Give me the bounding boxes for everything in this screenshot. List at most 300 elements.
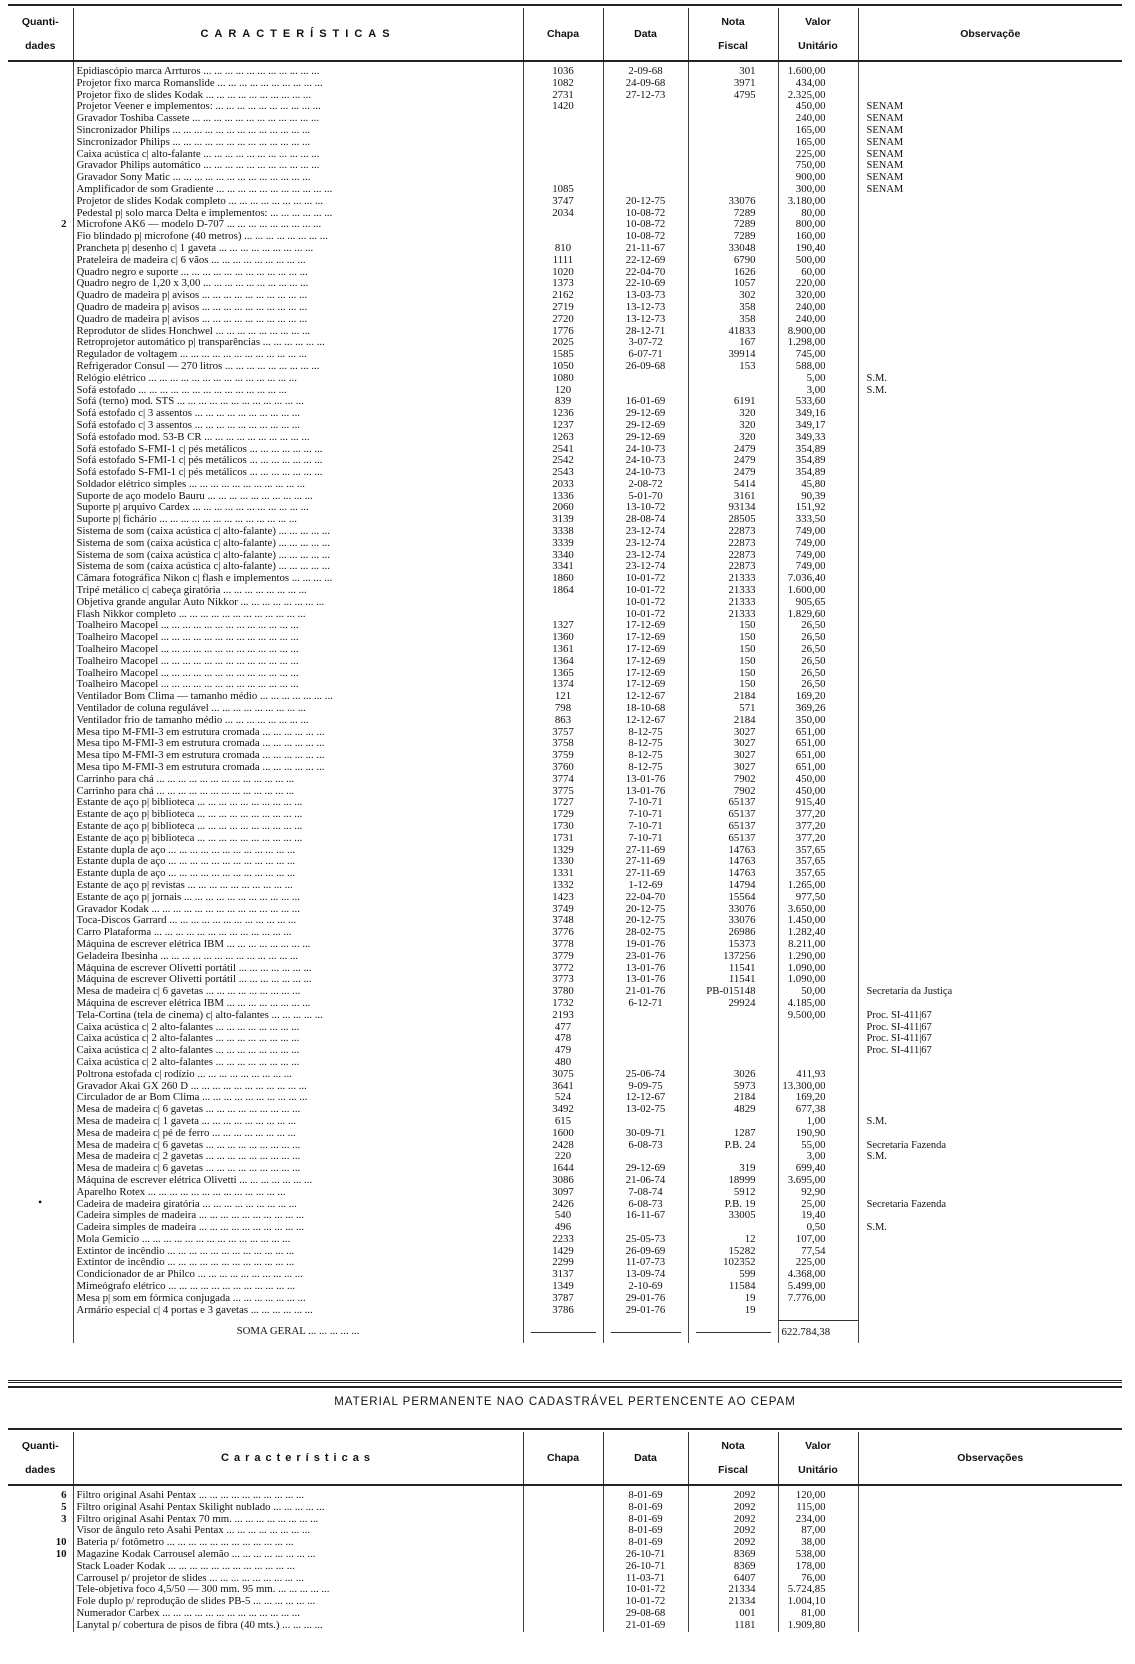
date-cell: 13-12-73 (603, 302, 688, 314)
plate-cell: 3772 (523, 963, 603, 975)
plate-cell: 3748 (523, 915, 603, 927)
notes-cell (858, 1104, 1122, 1116)
date-cell (603, 125, 688, 137)
description-cell: Reprodutor de slides Honchwel ... ... ... ... ... ... ... ... ... (73, 326, 523, 338)
notes-header: Observaçõe (858, 8, 1122, 61)
plate-cell: 863 (523, 715, 603, 727)
table-row (8, 561, 1122, 573)
value-cell: 26,50 (778, 656, 858, 668)
description-cell: Regulador de voltagem ... ... ... ... ... ... ... ... ... ... ... ... (73, 349, 523, 361)
date-cell: 29-12-69 (603, 420, 688, 432)
value-cell: 377,20 (778, 821, 858, 833)
invoice-cell (688, 160, 778, 172)
table-row (8, 231, 1122, 243)
plate-cell: 2426 (523, 1199, 603, 1211)
description-cell: Máquina de escrever Olivetti portátil ... ... ... ... ... ... ... (73, 974, 523, 986)
table-row (8, 267, 1122, 279)
plate-cell: 2060 (523, 502, 603, 514)
plate-cell: 1429 (523, 1246, 603, 1258)
plate-cell: 2731 (523, 90, 603, 102)
table-row (8, 78, 1122, 90)
date-cell: 28-12-71 (603, 326, 688, 338)
notes-cell: SENAM (858, 101, 1122, 113)
description-cell: Projetor fixo de slides Kodak ... ... ... ... ... ... ... ... ... ... (73, 90, 523, 102)
qty-cell (8, 101, 73, 113)
description-cell: Mesa tipo M-FMI-3 em estrutura cromada ... ... ... ... ... ... (73, 750, 523, 762)
value-cell: 1.298,00 (778, 337, 858, 349)
value-cell: 90,39 (778, 491, 858, 503)
date-cell (603, 160, 688, 172)
description-cell: Mesa de madeira c| 2 gavetas ... ... ... ... ... ... ... ... ... (73, 1151, 523, 1163)
description-cell: Estante dupla de aço ... ... ... ... ... ... ... ... ... ... ... ... (73, 856, 523, 868)
value-cell: 81,00 (778, 1608, 858, 1620)
description-cell: Numerador Carbex ... ... ... ... ... ... ... ... ... ... ... ... ... (73, 1608, 523, 1620)
date-cell: 17-12-69 (603, 644, 688, 656)
date-cell: 25-05-73 (603, 1234, 688, 1246)
qty-cell (8, 1057, 73, 1069)
invoice-cell (688, 1116, 778, 1128)
date-cell: 10-01-72 (603, 609, 688, 621)
table-row (8, 526, 1122, 538)
notes-cell (858, 278, 1122, 290)
notes-cell (858, 66, 1122, 78)
table-row (8, 538, 1122, 550)
date-cell: 2-08-72 (603, 479, 688, 491)
plate-cell: 3749 (523, 904, 603, 916)
date-cell: 29-12-69 (603, 432, 688, 444)
description-cell: Visor de ângulo reto Asahi Pentax ... ... ... ... ... ... ... ... (73, 1525, 523, 1537)
qty-cell (8, 1128, 73, 1140)
value-cell: 349,33 (778, 432, 858, 444)
notes-cell: SENAM (858, 125, 1122, 137)
invoice-cell: 1626 (688, 267, 778, 279)
notes-cell (858, 797, 1122, 809)
invoice-cell: 22873 (688, 526, 778, 538)
table-row (8, 963, 1122, 975)
plate-cell (523, 597, 603, 609)
value-cell: 369,26 (778, 703, 858, 715)
description-cell: Mimeógrafo elétrico ... ... ... ... ... ... ... ... ... ... ... ... (73, 1281, 523, 1293)
notes-cell (858, 762, 1122, 774)
description-cell: Fio blindado p| microfone (40 metros) ... ... ... ... ... ... ... ... (73, 231, 523, 243)
invoice-cell (688, 1222, 778, 1234)
notes-cell (858, 620, 1122, 632)
qty-cell (8, 691, 73, 703)
description-cell: Projetor de slides Kodak completo ... ... ... ... ... ... ... ... ... (73, 196, 523, 208)
value-cell: 220,00 (778, 278, 858, 290)
description-cell: Sincronizador Philips ... ... ... ... ... ... ... ... ... ... ... ... ... (73, 125, 523, 137)
invoice-cell: 7902 (688, 786, 778, 798)
plate-cell (523, 1514, 603, 1526)
invoice-cell: 33076 (688, 915, 778, 927)
description-cell: Mesa de madeira c| 6 gavetas ... ... ... ... ... ... ... ... ... (73, 1163, 523, 1175)
description-cell: Caixa acústica c| alto-falante ... ... ... ... ... ... ... ... ... ... ... (73, 149, 523, 161)
value-cell: 13.300,00 (778, 1081, 858, 1093)
invoice-cell: 33076 (688, 904, 778, 916)
date-cell: 13-01-76 (603, 963, 688, 975)
qty-cell (8, 479, 73, 491)
qty-cell (8, 632, 73, 644)
table-row (8, 90, 1122, 102)
invoice-cell: 33076 (688, 196, 778, 208)
invoice-cell: 93134 (688, 502, 778, 514)
notes-cell (858, 1281, 1122, 1293)
invoice-cell: 3161 (688, 491, 778, 503)
date-cell: 13-01-76 (603, 774, 688, 786)
date-cell (603, 1116, 688, 1128)
plate-cell: 1020 (523, 267, 603, 279)
plate-cell: 1349 (523, 1281, 603, 1293)
value-cell: 1.909,80 (778, 1620, 858, 1632)
description-cell: Mesa de madeira c| 1 gaveta ... ... ... ... ... ... ... ... ... (73, 1116, 523, 1128)
table-row (8, 951, 1122, 963)
table-row (8, 998, 1122, 1010)
table-row (8, 845, 1122, 857)
invoice-cell: 4829 (688, 1104, 778, 1116)
table-row (8, 915, 1122, 927)
description-cell: Relógio elétrico ... ... ... ... ... ... ... ... ... ... ... ... ... ... (73, 373, 523, 385)
invoice-cell: 15373 (688, 939, 778, 951)
description-cell: Carrousel p/ projetor de slides ... ... ... ... ... ... ... ... ... (73, 1573, 523, 1585)
date-cell: 21-11-67 (603, 243, 688, 255)
description-cell: Sistema de som (caixa acústica c| alto-falante) ... ... ... ... ... (73, 526, 523, 538)
plate-cell: 3774 (523, 774, 603, 786)
invoice-cell: 6407 (688, 1573, 778, 1585)
table-row (8, 679, 1122, 691)
notes-cell (858, 538, 1122, 550)
qty-cell (8, 432, 73, 444)
qty-cell (8, 125, 73, 137)
description-cell: Tripé metálico c| cabeça giratória ... ... ... ... ... ... ... ... (73, 585, 523, 597)
invoice-cell: 12 (688, 1234, 778, 1246)
notes-cell (858, 1537, 1122, 1549)
value-cell (778, 1057, 858, 1069)
description-cell: Aparelho Rotex ... ... ... ... ... ... ... ... ... ... ... ... ... (73, 1187, 523, 1199)
invoice-cell: 2092 (688, 1502, 778, 1514)
value-cell: 8.211,00 (778, 939, 858, 951)
description-cell: Lanytal p/ cobertura de pisos de fibra (40 mts.) ... ... ... ... (73, 1620, 523, 1632)
description-cell: Epidiascópio marca Arrturos ... ... ... ... ... ... ... ... ... ... ... (73, 66, 523, 78)
table-row (8, 974, 1122, 986)
invoice-cell: 4795 (688, 90, 778, 102)
description-cell: Quadro de madeira p| avisos ... ... ... ... ... ... ... ... ... ... (73, 290, 523, 302)
table-row (8, 856, 1122, 868)
date-cell: 19-01-76 (603, 939, 688, 951)
invoice-cell: 2092 (688, 1537, 778, 1549)
description-cell: Geladeira Ibesinha ... ... ... ... ... ... ... ... ... ... ... ... ... (73, 951, 523, 963)
qty-cell (8, 467, 73, 479)
table-row (8, 1033, 1122, 1045)
date-cell: 21-01-69 (603, 1620, 688, 1632)
table-row (8, 137, 1122, 149)
description-cell: Sistema de som (caixa acústica c| alto-falante) ... ... ... ... ... (73, 561, 523, 573)
date-cell: 10-08-72 (603, 231, 688, 243)
section-divider-2 (8, 1386, 1122, 1388)
notes-cell (858, 1175, 1122, 1187)
value-cell: 350,00 (778, 715, 858, 727)
date-cell: 29-01-76 (603, 1305, 688, 1317)
description-cell: Caixa acústica c| 2 alto-falantes ... ... ... ... ... ... ... ... (73, 1045, 523, 1057)
value-cell: 905,65 (778, 597, 858, 609)
description-cell: Máquina de escrever elétrica Olivetti ... ... ... ... ... ... ... (73, 1175, 523, 1187)
notes-cell (858, 314, 1122, 326)
value-cell: 538,00 (778, 1549, 858, 1561)
invoice-cell: 39914 (688, 349, 778, 361)
table-row (8, 1281, 1122, 1293)
description-cell: Ventilador Bom Clima — tamanho médio ... ... ... ... ... ... ... (73, 691, 523, 703)
date-cell: 29-08-68 (603, 1608, 688, 1620)
table-row (8, 255, 1122, 267)
description-cell: Mesa tipo M-FMI-3 em estrutura cromada ... ... ... ... ... ... (73, 762, 523, 774)
notes-cell (858, 1596, 1122, 1608)
table-row (8, 868, 1122, 880)
date-cell (603, 101, 688, 113)
notes-cell (858, 998, 1122, 1010)
notes-cell (858, 1057, 1122, 1069)
description-cell: Fole duplo p/ reprodução de slides PB-5 ... ... ... ... ... ... (73, 1596, 523, 1608)
table-row (8, 1584, 1122, 1596)
invoice-cell (688, 101, 778, 113)
plate-cell: 1585 (523, 349, 603, 361)
invoice-cell: 2479 (688, 444, 778, 456)
qty-cell (8, 326, 73, 338)
plate-cell: 1860 (523, 573, 603, 585)
notes-header-2: Observações (858, 1432, 1122, 1485)
invoice-cell (688, 385, 778, 397)
table-row (8, 361, 1122, 373)
date-cell: 30-09-71 (603, 1128, 688, 1140)
invoice-cell: 150 (688, 679, 778, 691)
date-cell: 22-12-69 (603, 255, 688, 267)
date-cell: 6-08-73 (603, 1140, 688, 1152)
value-cell: 115,00 (778, 1502, 858, 1514)
plate-cell: 2541 (523, 444, 603, 456)
table-row (8, 703, 1122, 715)
date-cell: 3-07-72 (603, 337, 688, 349)
qty-cell (8, 809, 73, 821)
value-cell: 77,54 (778, 1246, 858, 1258)
description-cell: Prateleira de madeira c| 6 vãos ... ... ... ... ... ... ... ... ... (73, 255, 523, 267)
notes-cell (858, 632, 1122, 644)
qty-cell (8, 904, 73, 916)
qty-cell (8, 585, 73, 597)
date-cell: 29-01-76 (603, 1293, 688, 1305)
notes-cell (858, 963, 1122, 975)
notes-cell (858, 196, 1122, 208)
value-cell: 900,00 (778, 172, 858, 184)
date-cell: 25-06-74 (603, 1069, 688, 1081)
plate-cell: 1776 (523, 326, 603, 338)
invoice-cell: 167 (688, 337, 778, 349)
value-cell: 651,00 (778, 750, 858, 762)
description-cell: Cadeira de madeira giratória ... ... ... ... ... ... ... ... ... (73, 1199, 523, 1211)
total-date (603, 1321, 688, 1344)
notes-cell (858, 1246, 1122, 1258)
qty-cell (8, 184, 73, 196)
qty-cell: 10 (55, 1537, 67, 1549)
qty-cell (8, 550, 73, 562)
plate-cell: 3773 (523, 974, 603, 986)
invoice-cell: 2184 (688, 691, 778, 703)
value-cell: 1.090,00 (778, 963, 858, 975)
invoice-header-2: Nota Fiscal (688, 1432, 778, 1485)
table-row (8, 1151, 1122, 1163)
qty-cell (8, 1596, 73, 1608)
date-cell: 8-01-69 (603, 1525, 688, 1537)
value-cell: 240,00 (778, 314, 858, 326)
notes-cell (858, 1525, 1122, 1537)
notes-cell (858, 302, 1122, 314)
description-cell: Estante de aço p| jornais ... ... ... ... ... ... ... ... ... ... ... (73, 892, 523, 904)
notes-cell (858, 679, 1122, 691)
table-row (8, 1199, 1122, 1211)
plate-cell (523, 1490, 603, 1502)
table-row (8, 1525, 1122, 1537)
table-row (8, 1537, 1122, 1549)
notes-cell (858, 703, 1122, 715)
section-title: MATERIAL PERMANENTE NAO CADASTRÁVEL PERTENCENTE AO CEPAM (334, 1396, 796, 1408)
plate-cell: 1331 (523, 868, 603, 880)
qty-cell (8, 715, 73, 727)
qty-cell (8, 561, 73, 573)
date-cell: 1-12-69 (603, 880, 688, 892)
plate-cell: 2025 (523, 337, 603, 349)
qty-cell (8, 373, 73, 385)
value-cell: 1.282,40 (778, 927, 858, 939)
table-row (8, 101, 1122, 113)
invoice-cell: 320 (688, 432, 778, 444)
plate-cell: 3786 (523, 1305, 603, 1317)
description-cell: Soldador elétrico simples ... ... ... ... ... ... ... ... ... ... ... (73, 479, 523, 491)
plate-cell: 1236 (523, 408, 603, 420)
date-cell: 21-01-76 (603, 986, 688, 998)
notes-cell (858, 644, 1122, 656)
date-header-2: Data (603, 1432, 688, 1485)
invoice-cell: 301 (688, 66, 778, 78)
value-cell: 354,89 (778, 467, 858, 479)
notes-cell (858, 1234, 1122, 1246)
invoice-cell: 65137 (688, 833, 778, 845)
qty-cell (8, 1033, 73, 1045)
value-cell: 411,93 (778, 1069, 858, 1081)
plate-cell: 121 (523, 691, 603, 703)
invoice-cell: 33048 (688, 243, 778, 255)
value-cell: 26,50 (778, 644, 858, 656)
table-row (8, 444, 1122, 456)
notes-cell (858, 361, 1122, 373)
plate-cell: 798 (523, 703, 603, 715)
qty-cell (8, 444, 73, 456)
total-label: SOMA GERAL ... ... ... ... ... (73, 1321, 523, 1344)
notes-cell (858, 243, 1122, 255)
qty-cell (8, 196, 73, 208)
plate-cell: 120 (523, 385, 603, 397)
date-cell: 28-08-74 (603, 514, 688, 526)
notes-cell (858, 1128, 1122, 1140)
invoice-cell: 1287 (688, 1128, 778, 1140)
table-row (8, 1549, 1122, 1561)
date-cell: 22-04-70 (603, 892, 688, 904)
description-cell: Máquina de escrever elétrica IBM ... ... ... ... ... ... ... ... (73, 998, 523, 1010)
value-cell: 7.036,40 (778, 573, 858, 585)
invoice-cell: 11541 (688, 963, 778, 975)
plate-cell: 1327 (523, 620, 603, 632)
noncadastral-table (8, 1432, 1122, 1632)
date-cell: 7-10-71 (603, 833, 688, 845)
invoice-cell (688, 1022, 778, 1034)
qty-cell (8, 644, 73, 656)
date-cell: 17-12-69 (603, 632, 688, 644)
description-cell: Stack Loader Kodak ... ... ... ... ... ... ... ... ... ... ... ... (73, 1561, 523, 1573)
value-cell: 107,00 (778, 1234, 858, 1246)
qty-cell (8, 786, 73, 798)
qty-cell (8, 1140, 73, 1152)
date-cell: 12-12-67 (603, 691, 688, 703)
plate-cell (523, 1561, 603, 1573)
value-cell: 25,00 (778, 1199, 858, 1211)
invoice-cell: 302 (688, 290, 778, 302)
table-row (8, 290, 1122, 302)
invoice-cell: 319 (688, 1163, 778, 1175)
value-cell: 1,00 (778, 1116, 858, 1128)
qty-cell (8, 856, 73, 868)
description-cell: Quadro de madeira p| avisos ... ... ... ... ... ... ... ... ... ... (73, 302, 523, 314)
value-cell: 4.368,00 (778, 1269, 858, 1281)
notes-cell: S.M. (858, 1151, 1122, 1163)
invoice-cell: P.B. 19 (688, 1199, 778, 1211)
plate-cell (523, 1620, 603, 1632)
invoice-cell: 1181 (688, 1620, 778, 1632)
invoice-cell: 2479 (688, 455, 778, 467)
plate-cell: 2033 (523, 479, 603, 491)
invoice-cell: 21333 (688, 609, 778, 621)
description-cell: Toca-Discos Garrard ... ... ... ... ... ... ... ... ... ... ... ... (73, 915, 523, 927)
notes-cell (858, 455, 1122, 467)
plate-cell: 3492 (523, 1104, 603, 1116)
value-cell: 1.600,00 (778, 585, 858, 597)
date-cell: 27-11-69 (603, 856, 688, 868)
date-cell: 22-04-70 (603, 267, 688, 279)
plate-cell: 479 (523, 1045, 603, 1057)
plate-cell: 1050 (523, 361, 603, 373)
invoice-cell: 7289 (688, 208, 778, 220)
date-cell: 8-01-69 (603, 1502, 688, 1514)
table-row (8, 597, 1122, 609)
plate-cell: 2299 (523, 1257, 603, 1269)
value-cell: 5.499,00 (778, 1281, 858, 1293)
qty-cell (8, 762, 73, 774)
plate-cell: 3075 (523, 1069, 603, 1081)
value-cell: 749,00 (778, 538, 858, 550)
date-cell: 13-12-73 (603, 314, 688, 326)
table-row (8, 337, 1122, 349)
qty-header-2: Quanti- dades (21, 1440, 59, 1476)
value-cell: 651,00 (778, 762, 858, 774)
table-row (8, 904, 1122, 916)
date-cell: 5-01-70 (603, 491, 688, 503)
qty-cell (8, 1116, 73, 1128)
plate-cell: 524 (523, 1092, 603, 1104)
date-cell (603, 1033, 688, 1045)
plate-cell (523, 1537, 603, 1549)
description-cell: Toalheiro Macopel ... ... ... ... ... ... ... ... ... ... ... ... ... (73, 668, 523, 680)
invoice-cell: 150 (688, 656, 778, 668)
qty-cell (8, 963, 73, 975)
value-cell: 60,00 (778, 267, 858, 279)
notes-cell (858, 326, 1122, 338)
description-cell: Carro Plataforma ... ... ... ... ... ... ... ... ... ... ... ... ... (73, 927, 523, 939)
table-row (8, 1104, 1122, 1116)
